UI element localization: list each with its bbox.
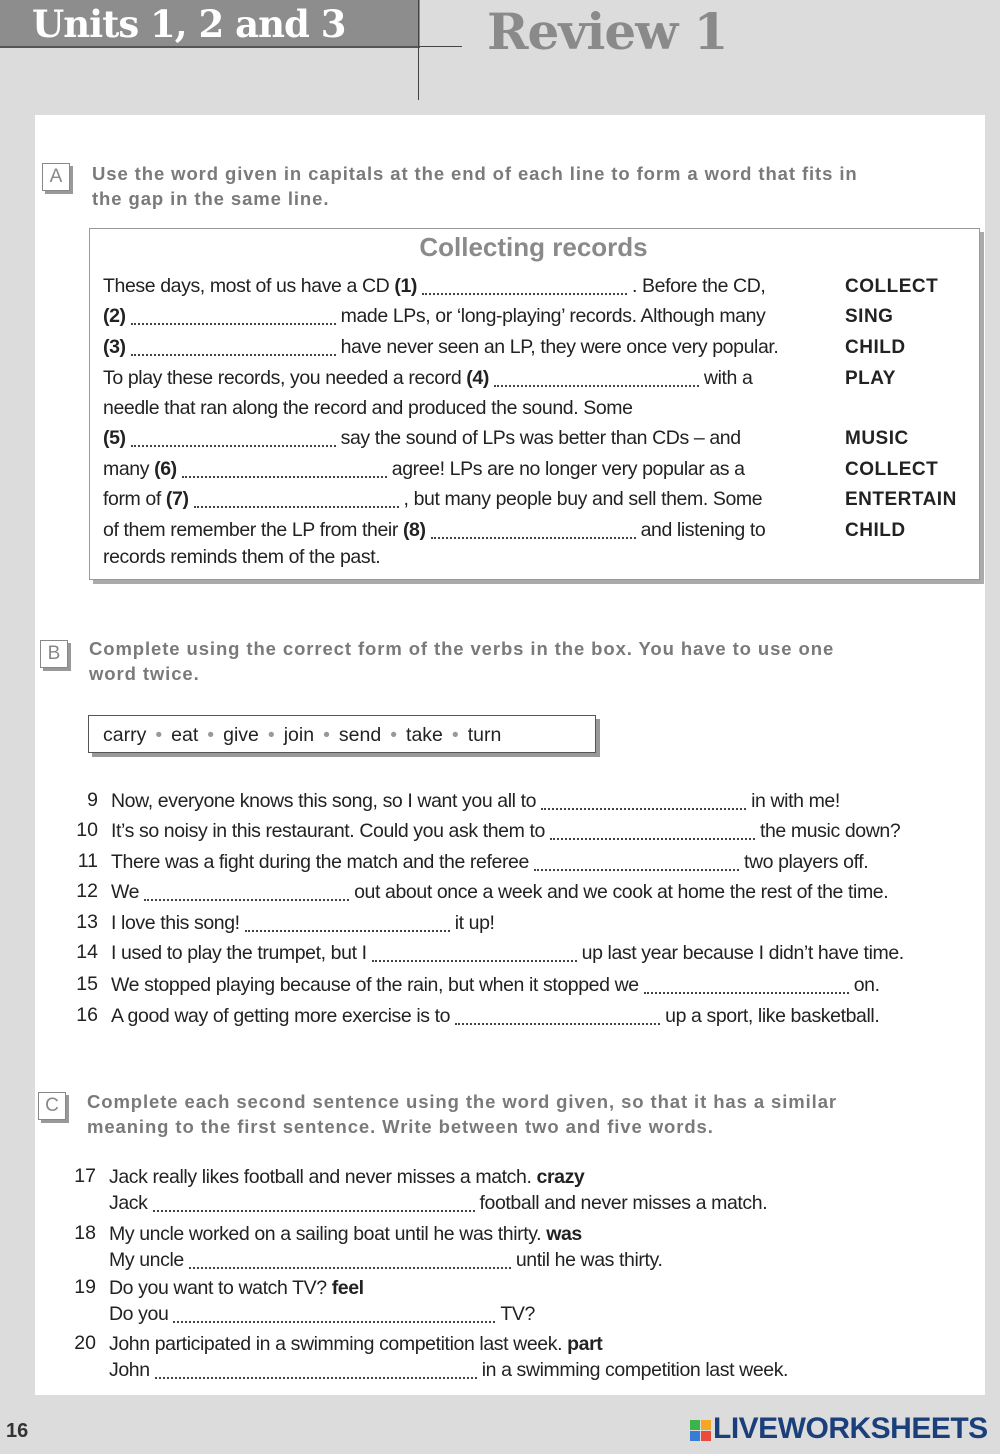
bold-text: (8) xyxy=(402,519,426,541)
bullet-icon: • xyxy=(323,724,330,746)
answer-gap-6[interactable] xyxy=(182,462,387,478)
answer-gap-1[interactable] xyxy=(422,279,627,295)
text-segment: out about once a week and we cook at home the rest of the time. xyxy=(354,881,889,903)
exercise-item xyxy=(111,789,840,813)
header-divider xyxy=(418,0,419,100)
item-number: 16 xyxy=(76,1004,98,1026)
box-word: eat xyxy=(171,724,199,746)
exercise-item xyxy=(111,1004,879,1028)
item-number: 18 xyxy=(74,1222,96,1244)
item-number: 15 xyxy=(76,973,98,995)
text-segment: needle that ran along the record and produced the sound. Some xyxy=(103,397,633,419)
bold-text: (1) xyxy=(394,275,417,297)
text-segment: two players off. xyxy=(743,851,869,873)
answer-gap-10[interactable] xyxy=(550,824,755,840)
text-segment: Do you xyxy=(109,1303,169,1325)
answer-gap-12[interactable] xyxy=(144,885,349,901)
instruction-line: meaning to the first sentence. Write between two and five words. xyxy=(87,1116,714,1137)
text-segment: with a xyxy=(703,367,753,389)
capital-word: SING xyxy=(845,306,894,327)
exercise-item xyxy=(111,850,868,874)
answer-gap-3[interactable] xyxy=(131,340,336,356)
text-segment: I love this song! xyxy=(111,912,240,934)
exercise-item xyxy=(111,819,900,843)
bullet-icon: • xyxy=(390,724,398,746)
item-number: 20 xyxy=(74,1332,96,1354)
item-number: 13 xyxy=(76,911,98,933)
text-segment: form of xyxy=(103,488,166,510)
text-segment: Do you want to watch TV? xyxy=(109,1277,332,1299)
text-segment: These days, most of us have a CD xyxy=(103,275,395,297)
instruction-line: word twice. xyxy=(89,663,200,684)
bold-text: crazy xyxy=(536,1166,585,1188)
text-segment: say the sound of LPs was better than CDs – and xyxy=(340,427,741,449)
first-sentence xyxy=(109,1165,584,1189)
second-sentence xyxy=(109,1248,662,1272)
text-segment: the music down? xyxy=(759,820,901,842)
answer-gap-11[interactable] xyxy=(534,855,739,871)
capital-word: COLLECT xyxy=(845,276,939,297)
text-segment: , but many people buy and sell them. Some xyxy=(403,488,763,510)
box-word: send xyxy=(338,724,382,746)
bold-text: (5) xyxy=(103,427,126,449)
text-segment: until he was thirty. xyxy=(515,1249,663,1271)
bold-text: part xyxy=(567,1333,603,1355)
answer-gap-15[interactable] xyxy=(644,978,849,994)
answer-gap-16[interactable] xyxy=(455,1009,660,1025)
section-b-label: B xyxy=(40,640,68,668)
first-sentence xyxy=(109,1222,582,1246)
text-line xyxy=(103,426,741,450)
answer-gap-5[interactable] xyxy=(131,431,336,447)
units-title: Units 1, 2 and 3 xyxy=(32,2,346,46)
bullet-icon: • xyxy=(267,724,275,746)
answer-gap-19[interactable] xyxy=(173,1307,495,1323)
text-segment: up a sport, like basketball. xyxy=(665,1005,880,1027)
text-segment: Jack xyxy=(109,1192,148,1214)
bold-text: (6) xyxy=(154,458,177,480)
exercise-item xyxy=(111,880,888,904)
text-segment: My uncle xyxy=(109,1249,184,1271)
text-segment: up last year because I didn’t have time. xyxy=(581,942,904,964)
bold-text: (2) xyxy=(103,305,126,327)
text-segment: records reminds them of the past. xyxy=(103,546,381,568)
item-number: 19 xyxy=(74,1276,96,1298)
second-sentence xyxy=(109,1302,535,1326)
section-a-instruction xyxy=(92,161,858,211)
capital-word: CHILD xyxy=(845,337,906,358)
bold-text: feel xyxy=(331,1277,364,1299)
liveworksheets-logo xyxy=(690,1412,988,1446)
capital-word: MUSIC xyxy=(845,428,909,449)
text-segment: We xyxy=(111,881,140,903)
text-segment: A good way of getting more exercise is to xyxy=(111,1005,451,1027)
answer-gap-20[interactable] xyxy=(155,1363,477,1379)
answer-gap-7[interactable] xyxy=(194,492,399,508)
bold-text: was xyxy=(546,1223,582,1245)
second-sentence xyxy=(109,1191,767,1215)
item-number: 11 xyxy=(77,850,98,872)
text-segment: have never seen an LP, they were once very popular. xyxy=(340,336,779,358)
capital-word: CHILD xyxy=(845,520,906,541)
text-segment: We stopped playing because of the rain, but when it stopped we xyxy=(111,974,639,996)
instruction-line: Use the word given in capitals at the end of each line to form a word that fits in xyxy=(92,163,858,184)
exercise-item xyxy=(111,911,495,935)
item-number: 17 xyxy=(74,1165,96,1187)
text-segment: My uncle worked on a sailing boat until he was thirty. xyxy=(109,1223,547,1245)
item-number: 14 xyxy=(76,941,98,963)
text-segment: made LPs, or ‘long-playing’ records. Although many xyxy=(340,305,766,327)
text-segment: John participated in a swimming competition last week. xyxy=(109,1333,568,1355)
section-b-instruction xyxy=(89,636,834,686)
answer-gap-18[interactable] xyxy=(189,1253,511,1269)
bullet-icon: • xyxy=(155,724,163,746)
text-segment: many xyxy=(103,458,155,480)
text-segment: John xyxy=(109,1359,150,1381)
text-segment: Jack really likes football and never misses a match. xyxy=(109,1166,537,1188)
answer-gap-13[interactable] xyxy=(245,916,450,932)
capital-word: PLAY xyxy=(845,368,896,389)
text-segment: it up! xyxy=(454,912,495,934)
box-word: turn xyxy=(467,724,502,746)
text-line xyxy=(103,487,762,511)
text-segment: It’s so noisy in this restaurant. Could you ask them to xyxy=(111,820,545,842)
text-segment: To play these records, you needed a record xyxy=(103,367,467,389)
text-segment: football and never misses a match. xyxy=(479,1192,768,1214)
box-word: take xyxy=(406,724,443,746)
item-number: 9 xyxy=(87,789,98,811)
word-box xyxy=(88,715,596,753)
first-sentence xyxy=(109,1332,602,1356)
bold-text: (4) xyxy=(466,367,489,389)
text-line xyxy=(103,396,633,420)
text-segment: in a swimming competition last week. xyxy=(481,1359,789,1381)
first-sentence xyxy=(109,1276,364,1300)
bullet-icon: • xyxy=(207,724,215,746)
instruction-line: the gap in the same line. xyxy=(92,188,330,209)
bold-text: (3) xyxy=(103,336,126,358)
answer-gap-9[interactable] xyxy=(541,794,746,810)
instruction-line: Complete using the correct form of the verbs in the box. You have to use one xyxy=(89,638,835,659)
text-segment: TV? xyxy=(500,1303,535,1325)
text-segment: I used to play the trumpet, but I xyxy=(111,942,367,964)
text-line xyxy=(103,545,380,569)
capital-word: COLLECT xyxy=(845,459,939,480)
text-line xyxy=(103,274,765,298)
liveworksheets-mark-icon xyxy=(690,1420,711,1441)
capital-word: ENTERTAIN xyxy=(845,489,957,510)
text-segment: of them remember the LP from their xyxy=(103,519,403,541)
item-number: 12 xyxy=(76,880,98,902)
brand-name: LIVEWORKSHEETS xyxy=(713,1412,988,1445)
page-number: 16 xyxy=(6,1420,29,1442)
text-segment: on. xyxy=(853,974,880,996)
text-segment: and listening to xyxy=(640,519,766,541)
text-title: Collecting records xyxy=(419,232,648,262)
instruction-line: Complete each second sentence using the word given, so that it has a similar xyxy=(87,1091,837,1112)
review-title: Review 1 xyxy=(487,2,728,61)
answer-gap-2[interactable] xyxy=(131,309,336,325)
exercise-item xyxy=(111,973,880,997)
text-segment: There was a fight during the match and the referee xyxy=(111,851,529,873)
bullet-icon: • xyxy=(451,724,459,746)
header-divider-horizontal xyxy=(420,46,462,47)
text-segment: agree! LPs are no longer very popular as a xyxy=(391,458,745,480)
box-word: give xyxy=(223,724,259,746)
item-number: 10 xyxy=(76,819,98,841)
text-line xyxy=(103,304,765,328)
section-a-label: A xyxy=(42,163,70,191)
second-sentence xyxy=(109,1358,788,1382)
text-segment: Now, everyone knows this song, so I want you all to xyxy=(111,790,537,812)
section-c-label: C xyxy=(38,1092,66,1120)
text-line xyxy=(103,518,765,542)
section-c-instruction xyxy=(87,1089,837,1139)
answer-gap-8[interactable] xyxy=(431,523,636,539)
exercise-item xyxy=(111,941,904,965)
answer-gap-17[interactable] xyxy=(153,1196,475,1212)
text-segment: . Before the CD, xyxy=(632,275,766,297)
answer-gap-4[interactable] xyxy=(494,371,699,387)
box-word: carry xyxy=(103,724,147,746)
bold-text: (7) xyxy=(165,488,189,510)
text-segment: in with me! xyxy=(751,790,840,812)
text-line xyxy=(103,366,752,390)
answer-gap-14[interactable] xyxy=(372,946,577,962)
box-word: join xyxy=(283,724,315,746)
text-line xyxy=(103,457,745,481)
text-line xyxy=(103,335,778,359)
